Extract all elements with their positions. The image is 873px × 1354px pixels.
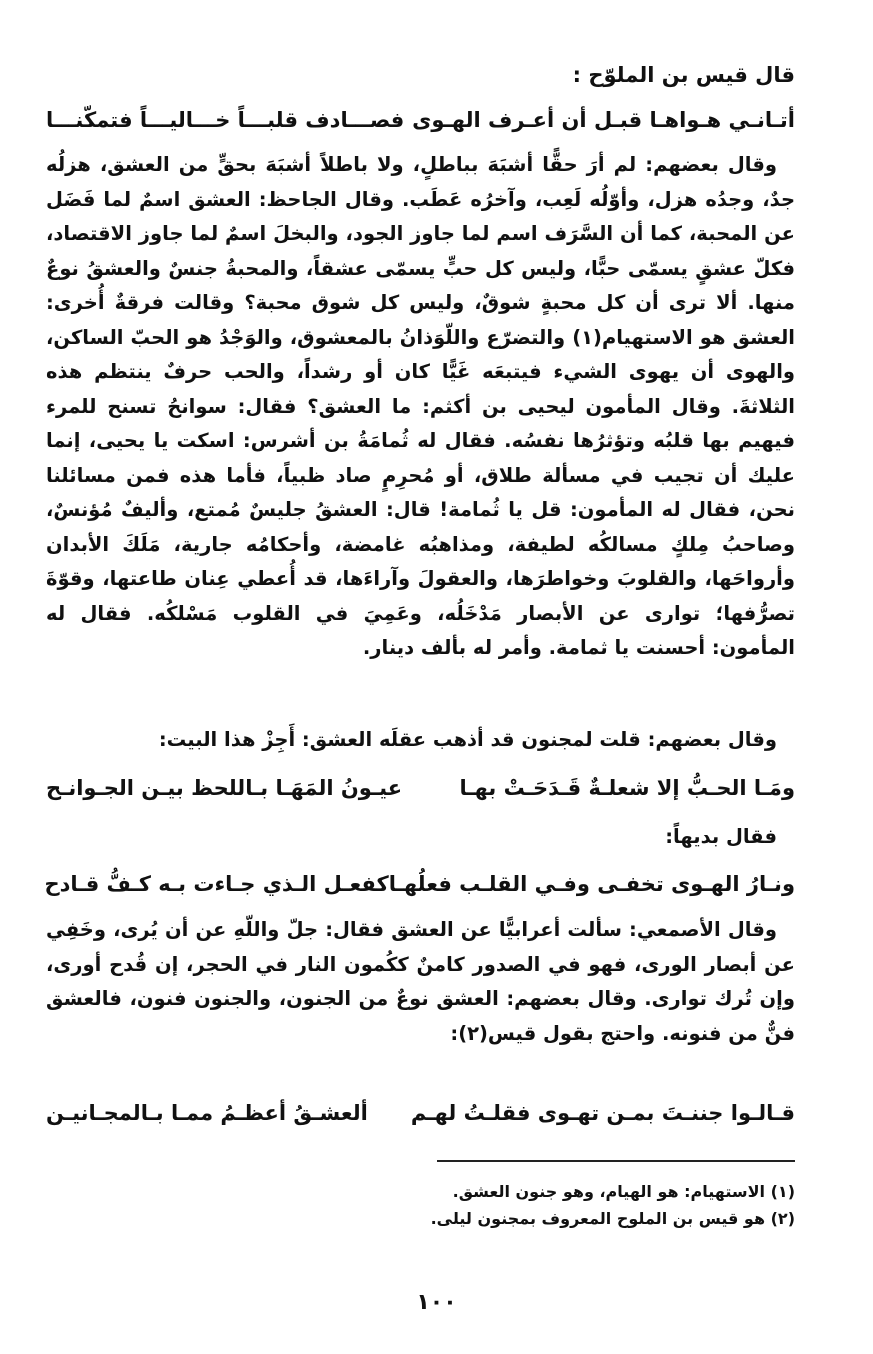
verse-3-first-hemistich: ونـارُ الهـوى تخفـى وفـي القلـب فعلُهـا — [388, 872, 795, 896]
page-number: ١٠٠ — [416, 1290, 457, 1315]
paragraph-4-text: وقال الأصمعي: سألت أعرابيًّا عن العشق فقال: جلّ واللّهِ عن أن يُرى، وخَفِي عن أبصار الورى، فهو في الصدور كامنٌ ككُمون النار في الحجر، إن قُدح أورى، وإن تُرك توارى. وقال بعضهم: العشق نوعٌ من الجنون، والجنون فنون، فالعشق فنٌّ من فنونه. واحتج بقول قيس(٢): — [46, 918, 795, 1045]
verse-2-first-hemistich: ومَـا الحـبُّ إلا شعلـةٌ قَـدَحَـتْ بهـا — [459, 776, 795, 800]
verse-4-second-hemistich: ألعشـقُ أعظـمُ ممـا بـالمجـانيـن — [46, 1101, 368, 1125]
footnotes — [295, 1178, 795, 1232]
verse-4 — [46, 1097, 795, 1129]
verse-4-first-hemistich: قـالـوا جننـتَ بمـن تهـوى فقلـتُ لهـم — [410, 1101, 795, 1125]
footnote-2: (٢) هو قيس بن الملوح المعروف بمجنون ليلى. — [430, 1209, 795, 1228]
verse-2 — [46, 772, 795, 804]
paragraph-2 — [46, 723, 795, 758]
verse-3 — [46, 868, 795, 900]
verse-1 — [46, 104, 795, 136]
paragraph-text: وقال بعضهم: لم أرَ حقًّا أشبَهَ بباطلٍ، ولا باطلاً أشبَهَ بحقٍّ من العشق، هزلُه جدٌ، وجدُه هزل، وأوّلُه لَعِب، وآخرُه عَطَب. وقال الجاحظ: العشق اسمٌ لما فَضَل عن المحبة، كما أن السَّرَف اسم لما جاوز الجود، والبخلَ اسمٌ لما جاوز الاقتصاد، فكلّ عشقٍ يسمّى حبًّا، وليس كل حبٍّ يسمّى عشقاً، والمحبةُ جنسٌ والعشقُ نوعٌ منها. ألا ترى أن كل محبةٍ شوقٌ، وليس كل شوق محبة؟ وقالت فرقةٌ أُخرى: العشق هو الاستهيام(١) والتضرّع واللّوَذانُ بالمعشوق، والوَجْدُ هو الحبّ الساكن، والهوى أن يهوى الشيء فيتبعَه غَيًّا كان أو رشداً، والحب حرفٌ ينتظم هذه الثلاثةَ. وقال المأمون ليحيى بن أكثم: ما العشق؟ فقال: سوانحُ تسنح للمرء فيهيم بها قلبُه وتؤثرُها نفسُه. فقال له ثُمامَةُ بن أشرس: اسكت يا يحيى، إنما عليك أن تجيب في مسألة طلاق، أو مُحرِمٍ صاد ظبياً، فأما هذه فمن مسائلنا نحن، فقال له المأمون: قل يا ثُمامة! قال: العشقُ جليسٌ مُمتع، وأليفٌ مُؤنسٌ، وصاحبُ مِلكٍ مسالكُه لطيفة، ومذاهبُه غامضة، وأحكامُه جارية، مَلَكَ الأبدان وأرواحَها، والقلوبَ وخواطرَها، والعقولَ وآراءَها، قد أُعطي عِنان طاعتها، وقوّةَ تصرُّفها؛ توارى عن الأبصار مَدْخَلُه، وعَمِيَ في القلوب مَسْلكُه. فقال له المأمون: أحسنت يا ثمامة. وأمر له بألف دينار. — [46, 153, 795, 659]
verse-1-first-hemistich: أتـانـي هـواهـا قبـل أن أعـرف الهـوى — [412, 108, 795, 132]
paragraph-4 — [46, 913, 795, 1051]
main-paragraph — [46, 148, 795, 666]
verse-3-second-hemistich: كفعـل الـذي جـاءت بـه كـفُّ قـادح — [44, 872, 389, 896]
verse-1-second-hemistich: فصـــادف قلبـــاً خـــاليـــاً فتمكّنـــا — [46, 108, 405, 132]
paragraph-3-text: فقال بديهاً: — [665, 825, 777, 848]
paragraph-2-text: وقال بعضهم: قلت لمجنون قد أذهب عقلَه العشق: أَجِزْ هذا البيت: — [158, 728, 777, 751]
paragraph-3 — [46, 820, 795, 855]
intro-line: قال قيس بن الملوّح : — [572, 63, 795, 87]
verse-2-second-hemistich: عيـونُ المَهَـا بـاللحظ بيـن الجـوانـح — [46, 776, 403, 800]
footnote-1: (١) الاستهيام: هو الهيام، وهو جنون العشق. — [452, 1182, 795, 1201]
footnote-divider — [437, 1160, 795, 1162]
